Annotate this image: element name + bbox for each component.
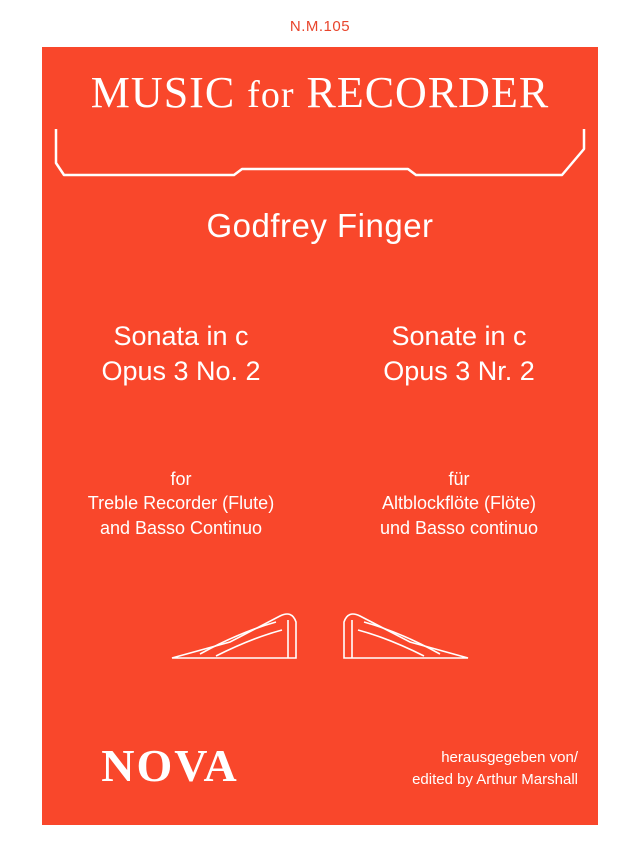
catalogue-number: N.M.105 (289, 18, 351, 35)
editor-credit (318, 747, 578, 791)
title-english (42, 319, 320, 388)
instrumentation-german-line1: für (448, 469, 470, 489)
masthead-title (42, 67, 598, 118)
instrumentation-english-line2: Treble Recorder (Flute) (87, 493, 275, 514)
instrumentation-german-line2: Altblockflöte (Flöte) (381, 493, 537, 514)
masthead-word-for: for (247, 74, 295, 116)
publisher-name: NOVA (101, 740, 239, 791)
editor-credit-line2: edited by Arthur Marshall (412, 770, 578, 788)
instrumentation-english (42, 467, 320, 540)
instrumentation (42, 467, 598, 540)
instrumentation-german-line3: und Basso continuo (379, 517, 539, 538)
instrumentation-english-line1: for (170, 469, 192, 489)
masthead-word-music: MUSIC (90, 68, 236, 117)
title-german (320, 319, 598, 388)
editor-credit-line1: herausgegeben von/ (441, 749, 578, 766)
masthead-word-recorder: RECORDER (306, 68, 550, 117)
publisher-logo (70, 735, 270, 797)
masthead (42, 67, 598, 118)
score-cover (42, 47, 598, 825)
title-english-line2: Opus 3 No. 2 (101, 355, 261, 386)
title-german-line2: Opus 3 Nr. 2 (383, 355, 535, 386)
banner-rule-decoration (42, 123, 598, 179)
instrumentation-german (320, 467, 598, 540)
title-english-line1: Sonata in c (113, 321, 249, 351)
instrumentation-english-line3: and Basso Continuo (99, 517, 263, 538)
work-titles (42, 319, 598, 388)
title-german-line1: Sonate in c (391, 321, 527, 351)
composer-name: Godfrey Finger (206, 207, 434, 244)
recorder-ornament-icon (170, 602, 470, 662)
